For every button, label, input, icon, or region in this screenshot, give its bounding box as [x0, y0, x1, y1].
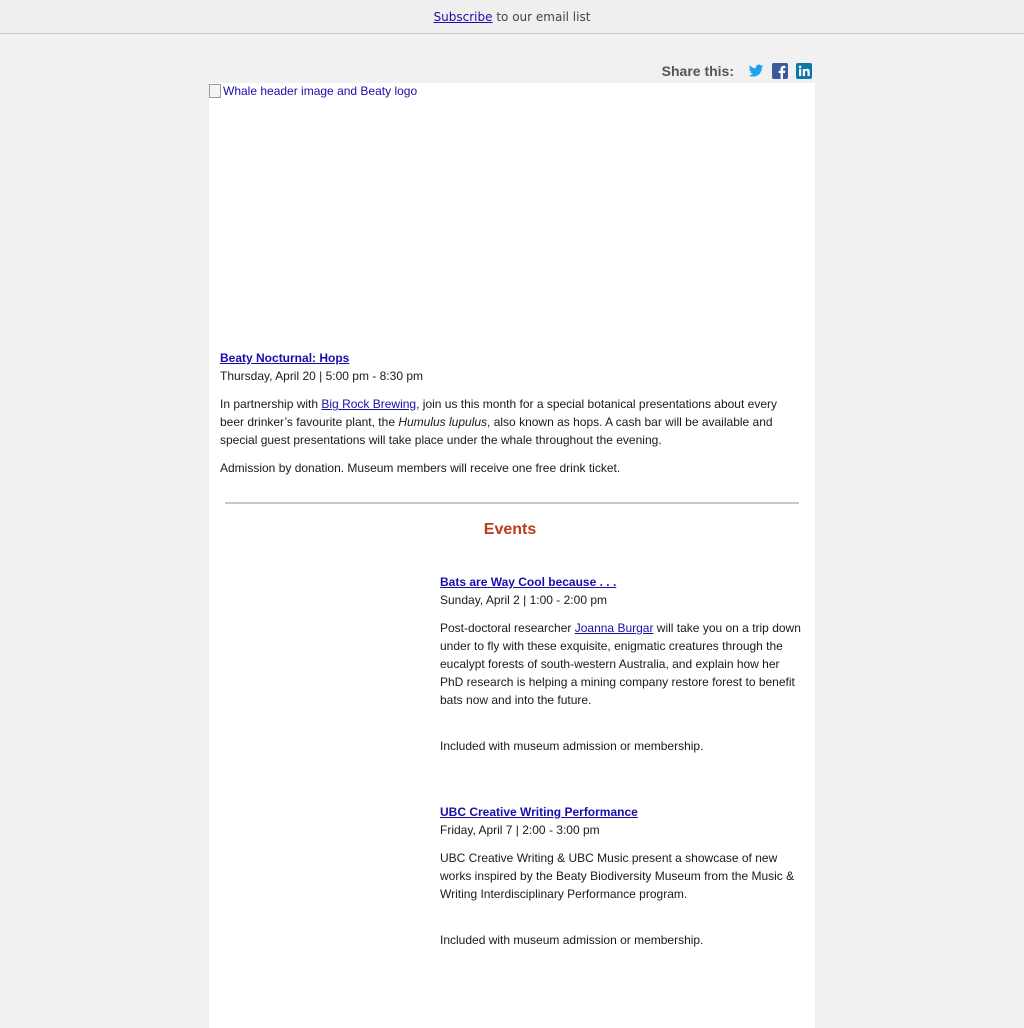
event-date: Friday, April 7 | 2:00 - 3:00 pm: [440, 823, 600, 837]
header-image-alt: Whale header image and Beaty logo: [223, 84, 418, 98]
joanna-burgar-link[interactable]: Joanna Burgar: [574, 621, 654, 635]
event-admission: Included with museum admission or membership.: [440, 933, 704, 947]
twitter-icon[interactable]: [748, 63, 764, 79]
share-label: Share this:: [661, 63, 734, 79]
feature-text-2: , join us this month for a special botanical presentations about every beer drinker’s favourite plant, the: [220, 397, 777, 429]
event-text-1: Post-doctoral researcher: [440, 621, 575, 635]
subscribe-text: to our email list: [492, 10, 591, 24]
big-rock-brewing-link[interactable]: Big Rock Brewing: [321, 397, 417, 411]
header-image: [209, 83, 815, 343]
event-item: [440, 803, 804, 959]
event-text-2: will take you on a trip down under to fly with these exquisite, enigmatic creatures through the eucalypt forests of south-western Australia, and explain how her PhD research is helping a mining company restore forest to benefit bats now and into the future.: [440, 621, 801, 707]
subscribe-bar: [0, 0, 1024, 34]
featured-event-admission: Admission by donation. Museum members will receive one free drink ticket.: [220, 461, 621, 475]
facebook-icon[interactable]: [772, 63, 788, 79]
featured-event: [220, 349, 800, 487]
linkedin-icon[interactable]: [796, 63, 812, 79]
event-admission: Included with museum admission or membership.: [440, 739, 704, 753]
event-title[interactable]: UBC Creative Writing Performance: [440, 805, 638, 819]
featured-event-date: Thursday, April 20 | 5:00 pm - 8:30 pm: [220, 369, 423, 383]
featured-event-description: [220, 395, 800, 449]
feature-text-1: In partnership with: [220, 397, 322, 411]
newsletter-card: [209, 83, 815, 1028]
featured-event-title[interactable]: Beaty Nocturnal: Hops: [220, 351, 350, 365]
events-heading: Events: [483, 521, 537, 538]
section-divider: [225, 502, 799, 504]
feature-species-name: Humulus lupulus: [398, 415, 488, 429]
feature-text-3: , also known as hops. A cash bar will be available and special guest presentations will take place under the whale throughout the evening.: [220, 415, 773, 447]
event-item: [440, 573, 804, 765]
event-description: UBC Creative Writing & UBC Music present a showcase of new works inspired by the Beaty Biodiversity Museum from the Music & Writing Interdisciplinary Performance program.: [440, 851, 795, 901]
event-title[interactable]: Bats are Way Cool because . . .: [440, 575, 617, 589]
subscribe-link[interactable]: Subscribe: [433, 10, 493, 24]
broken-image-icon: [209, 84, 221, 98]
event-date: Sunday, April 2 | 1:00 - 2:00 pm: [440, 593, 607, 607]
event-description: [440, 619, 804, 709]
share-bar: [662, 61, 812, 81]
